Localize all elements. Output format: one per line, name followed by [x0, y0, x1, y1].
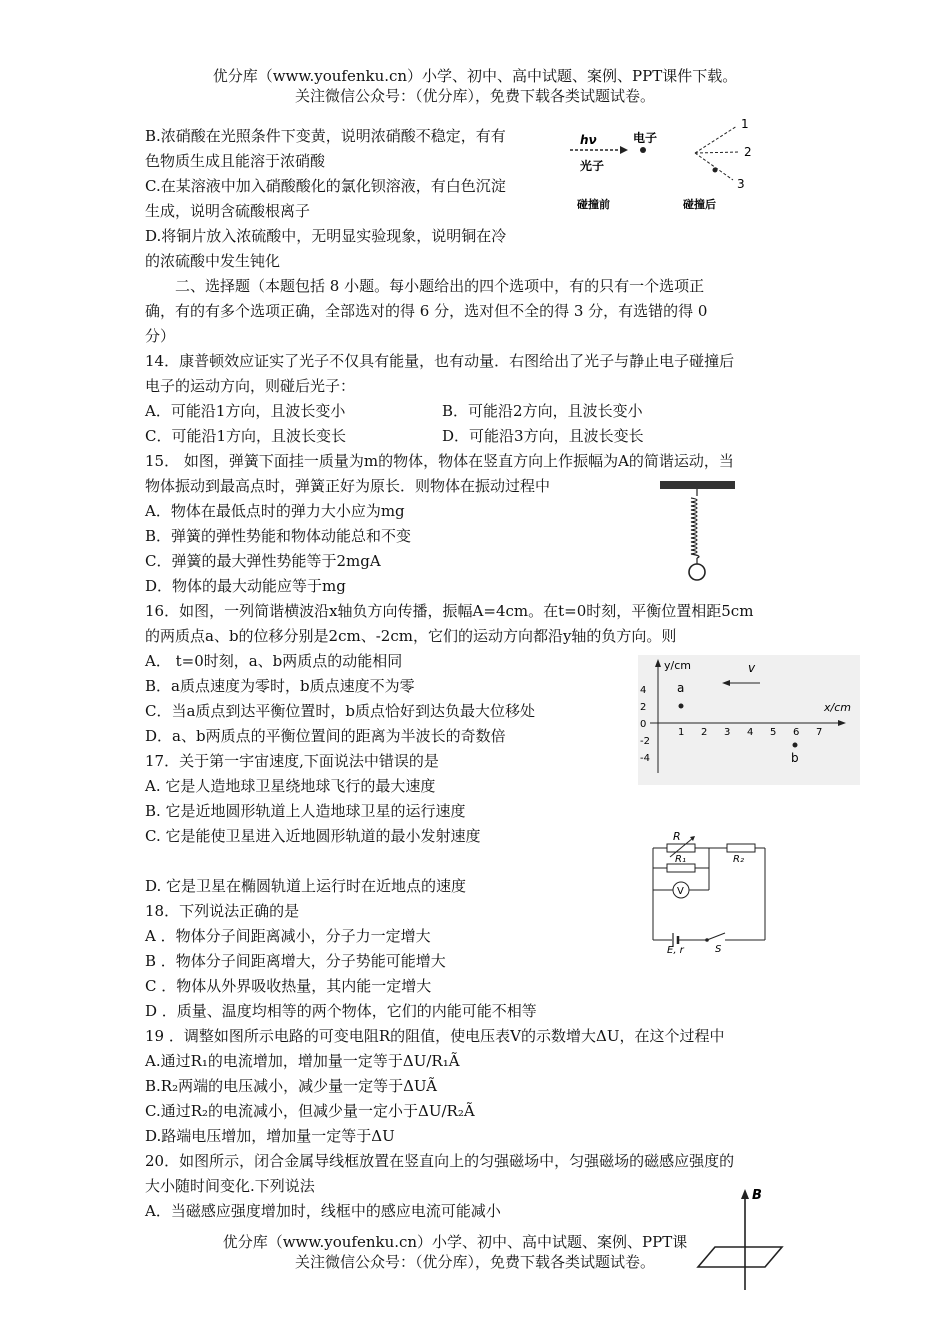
option: C ．物体从外界吸收热量，其内能一定增大 [145, 977, 432, 995]
option: D ．质量、温度均相等的两个物体，它们的内能可能不相等 [145, 1002, 537, 1020]
footer-line-1: 优分库（www.youfenku.cn）小学、初中、高中试题、案例、PPT课 [222, 1233, 688, 1251]
point-a [679, 704, 684, 709]
text-line: B.浓硝酸在光照条件下变黄，说明浓硝酸不稳定，有有 [145, 127, 506, 145]
question-19: 19 ．调整如图所示电路的可变电阻R的阻值，使电压表V的示数增大ΔU，在这个过程中 [145, 1027, 725, 1045]
before-label: 碰撞前 [577, 198, 610, 211]
x-tick-label: 5 [770, 727, 777, 738]
text-line: 的两质点a、b的位移分别是2cm、-2cm，它们的运动方向都沿y轴的负方向。则 [145, 627, 677, 645]
option: B.R₂两端的电压减小，减少量一定等于ΔUÃ [145, 1077, 437, 1095]
y-tick-label: -4 [640, 753, 650, 764]
x-tick-label: 1 [678, 727, 685, 738]
photon-label: 光子 [580, 159, 605, 173]
option: C．弹簧的最大弹性势能等于2mgA [145, 552, 381, 570]
compton-figure [565, 118, 770, 218]
velocity-label: v [748, 661, 756, 675]
mass-ball [689, 564, 705, 580]
option: D．a、b两质点的平衡位置间的距离为半波长的奇数倍 [145, 727, 506, 745]
option: A．物体在最低点时的弹力大小应为mg [145, 502, 405, 520]
y-tick-label: 0 [640, 719, 647, 730]
point-b-label: b [791, 751, 799, 765]
text-line: 物体振动到最高点时，弹簧正好为原长．则物体在振动过程中 [145, 477, 551, 495]
option: A． t=0时刻，a、b两质点的动能相同 [145, 652, 403, 670]
option: D.路端电压增加，增加量一定等于ΔU [145, 1127, 395, 1145]
field-label-b: B [752, 1188, 762, 1203]
electron-dot [640, 147, 646, 153]
option: A. 它是人造地球卫星绕地球飞行的最大速度 [145, 777, 436, 795]
text-line: 分） [145, 327, 176, 345]
option: B．可能沿2方向，且波长变小 [442, 402, 643, 420]
text-line: 大小随时间变化.下列说法 [145, 1177, 315, 1195]
text-line: D.将铜片放入浓硫酸中，无明显实验现象，说明铜在冷 [145, 227, 507, 245]
point-a-label: a [677, 681, 685, 695]
label-r1: R₁ [675, 854, 686, 865]
after-label: 碰撞后 [683, 198, 716, 211]
text-line: 确，有的有多个选项正确，全部选对的得 6 分，选对但不全的得 3 分，有选错的得 0 [145, 302, 708, 320]
option: A.通过R₁的电流增加，增加量一定等于ΔU/R₁Ã [145, 1052, 460, 1070]
text-line: C.在某溶液中加入硝酸酸化的氯化钡溶液，有白色沉淀 [145, 177, 506, 195]
option: C．当a质点到达平衡位置时，b质点恰好到达负最大位移处 [145, 702, 536, 720]
text-line: 色物质生成且能溶于浓硝酸 [145, 152, 326, 170]
x-axis-label: x/cm [824, 701, 851, 714]
label-r: R [673, 830, 681, 843]
direction-2-label: 2 [744, 145, 752, 159]
y-tick-label: -2 [640, 736, 650, 747]
question-18: 18．下列说法正确的是 [145, 902, 300, 920]
label-v: V [677, 886, 684, 897]
x-tick-label: 2 [701, 727, 708, 738]
point-b [793, 743, 798, 748]
option: B．a质点速度为零时，b质点速度不为零 [145, 677, 415, 695]
option: C. 它是能使卫星进入近地圆形轨道的最小发射速度 [145, 827, 481, 845]
wire-frame [698, 1247, 782, 1267]
option: B．弹簧的弹性势能和物体动能总和不变 [145, 527, 412, 545]
question-17: 17．关于第一宇宙速度,下面说法中错误的是 [145, 752, 439, 770]
x-tick-label: 4 [747, 727, 754, 738]
electron-label: 电子 [633, 131, 658, 145]
x-tick-label: 3 [724, 727, 731, 738]
footer-line-2: 关注微信公众号：（优分库），免费下载各类试题试卷。 [294, 1253, 655, 1271]
photon-energy-label: hν [580, 133, 597, 147]
magnetic-field-figure [690, 1185, 800, 1295]
option: A．当磁感应强度增加时，线框中的感应电流可能减小 [145, 1202, 501, 1220]
question-20: 20．如图所示，闭合金属导线框放置在竖直向上的匀强磁场中，匀强磁场的磁感应强度的 [145, 1152, 735, 1170]
option: C.通过R₂的电流减小，但减少量一定小于ΔU/R₂Ã [145, 1102, 475, 1120]
label-switch: S [715, 944, 722, 955]
option: D．物体的最大动能应等于mg [145, 577, 346, 595]
option: A ．物体分子间距离减小，分子力一定增大 [145, 927, 431, 945]
x-tick-label: 7 [816, 727, 823, 738]
header-line-2: 关注微信公众号：（优分库），免费下载各类试题试卷。 [294, 87, 655, 105]
text-line: 生成，说明含硫酸根离子 [145, 202, 311, 220]
x-tick-label: 6 [793, 727, 800, 738]
section-title: 二、选择题（本题包括 8 小题。每小题给出的四个选项中，有的只有一个选项正 [145, 277, 705, 295]
y-tick-label: 2 [640, 702, 647, 713]
option: D．可能沿3方向，且波长变长 [442, 427, 644, 445]
y-axis-label: y/cm [664, 659, 691, 672]
option: D. 它是卫星在椭圆轨道上运行时在近地点的速度 [145, 877, 467, 895]
option: B. 它是近地圆形轨道上人造地球卫星的运行速度 [145, 802, 466, 820]
option: B ．物体分子间距离增大，分子势能可能增大 [145, 952, 446, 970]
text-line: 的浓硫酸中发生钝化 [145, 252, 281, 270]
circuit-figure [645, 830, 775, 955]
option: A．可能沿1方向，且波长变小 [145, 402, 346, 420]
header-line-1: 优分库（www.youfenku.cn）小学、初中、高中试题、案例、PPT课件下载。 [212, 67, 738, 85]
label-r2: R₂ [733, 854, 744, 865]
resistor-r1 [667, 864, 695, 872]
text-line: 电子的运动方向，则碰后光子： [145, 377, 356, 395]
direction-1-label: 1 [741, 118, 749, 131]
option: C．可能沿1方向，且波长变长 [145, 427, 347, 445]
resistor-r2 [727, 844, 755, 852]
question-15: 15． 如图，弹簧下面挂一质量为m的物体，物体在竖直方向上作振幅为A的简谐运动，当 [145, 452, 734, 470]
spring-figure [655, 478, 740, 583]
direction-3-label: 3 [737, 177, 745, 191]
question-14: 14．康普顿效应证实了光子不仅具有能量，也有动量．右图给出了光子与静止电子碰撞后 [145, 352, 735, 370]
question-16: 16．如图，一列简谐横波沿x轴负方向传播，振幅A=4cm。在t=0时刻，平衡位置相距5cm [145, 602, 754, 620]
wave-graph [638, 655, 860, 785]
label-battery: E, r [667, 945, 684, 955]
y-tick-label: 4 [640, 685, 647, 696]
